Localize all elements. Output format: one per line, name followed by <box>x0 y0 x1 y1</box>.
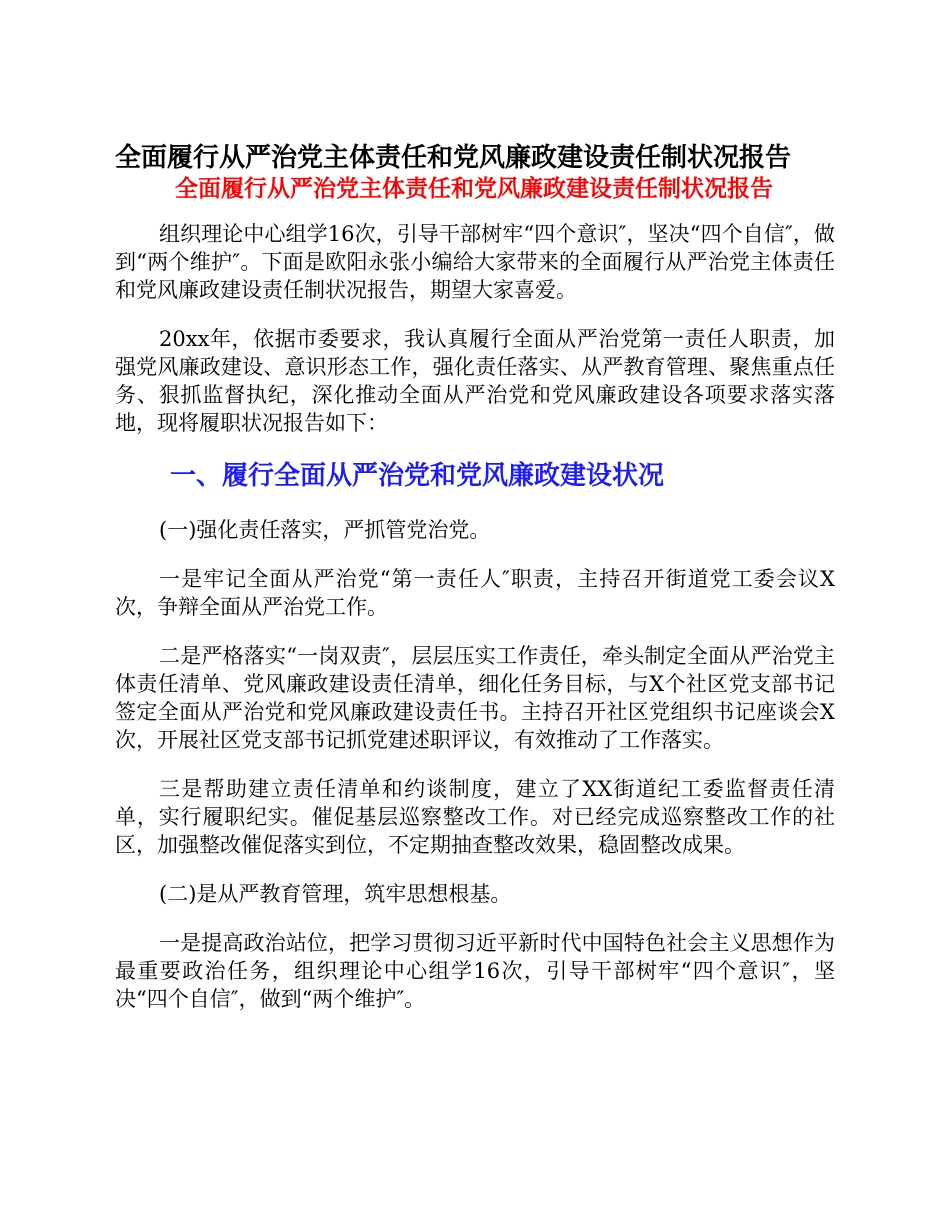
body-paragraph: 一是牢记全面从严治党“第一责任人″职责，主持召开街道党工委会议X次，争辩全面从严治党工作。 <box>115 567 835 619</box>
opening-paragraph: 20xx年，依据市委要求，我认真履行全面从严治党第一责任人职责，加强党风廉政建设、意识形态工作，强化责任落实、从严教育管理、聚焦重点任务、狠抓监督执纪，深化推动全面从严治党和党风廉政建设各项要求落实落地，现将履职状况报告如下： <box>115 327 835 435</box>
body-paragraph: 一是提高政治站位，把学习贯彻习近平新时代中国特色社会主义思想作为最重要政治任务，组织理论中心组学16次，引导干部树牢“四个意识″，坚决“四个自信″，做到“两个维护″。 <box>115 931 835 1011</box>
subsection-title: (一)强化责任落实，严抓管党治党。 <box>159 518 491 542</box>
subsection-title: (二)是从严教育管理，筑牢思想根基。 <box>159 882 512 906</box>
body-paragraph: 三是帮助建立责任清单和约谈制度，建立了XX街道纪工委监督责任清单，实行履职纪实。催促基层巡察整改工作。对已经完成巡察整改工作的社区，加强整改催促落实到位，不定期抽查整改效果，稳固整改成果。 <box>115 777 835 857</box>
section-heading: 一、履行全面从严治党和党风廉政建设状况 <box>170 461 665 491</box>
document-body <box>115 220 835 1034</box>
body-paragraph: 二是严格落实“一岗双责″，层层压实工作责任，牵头制定全面从严治党主体责任清单、党风廉政建设责任清单，细化任务目标，与X个社区党支部书记签定全面从严治党和党风廉政建设责任书。主持召开社区党组织书记座谈会X次，开展社区党支部书记抓党建述职评议，有效推动了工作落实。 <box>115 644 835 752</box>
document-subtitle: 全面履行从严治党主体责任和党风廉政建设责任制状况报告 <box>175 176 773 202</box>
intro-paragraph: 组织理论中心组学16次，引导干部树牢“四个意识″，坚决“四个自信″，做到“两个维护″。下面是欧阳永张小编给大家带来的全面履行从严治党主体责任和党风廉政建设责任制状况报告，期望大家喜爱。 <box>115 222 835 302</box>
document-title: 全面履行从严治党主体责任和党风廉政建设责任制状况报告 <box>115 143 792 173</box>
